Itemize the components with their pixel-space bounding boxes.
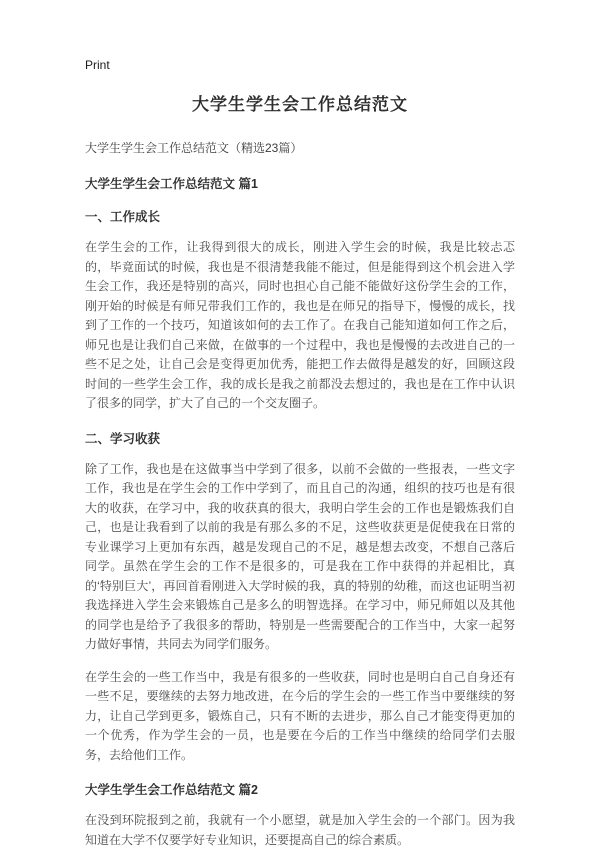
paragraph: 在学生会的工作，让我得到很大的成长，刚进入学生会的时候，我是比较忐忑的，毕竟面试的时候，我也是不很清楚我能不能过，但是能得到这个机会进入学生会工作，我还是特别的高兴，同时也担心自己能不能做好这份学生会的工作，刚开始的时候是有师兄带我们工作的，我也是在师兄的指导下，慢慢的成长，找到了工作的一个技巧，知道该如何的去工作了。在我自己能知道如何工作之后，师兄也是让我们自己来做，在做事的一个过程中，我也是慢慢的去改进自己的一些不足之处，让自己会是变得更加优秀，能把工作去做得是越发的好，回顾这段时间的一些学生会工作，我的成长是我之前都没去想过的，我也是在工作中认识了很多的同学，扩大了自己的一个交友圈子。 — [85, 240, 515, 410]
paragraph: 在学生会的一些工作当中，我是有很多的一些收获，同时也是明白自己自身还有一些不足，要继续的去努力地改进，在今后的学生会的一些工作当中要继续的努力，让自己学到更多，锻炼自己，只有不断的去进步，那么自己才能变得更加的一个优秀，作为学生会的一员，也是要在今后的工作当中继续的给同学们去服务，去给他们工作。 — [85, 669, 515, 762]
section-heading-work-growth: 一、工作成长 — [85, 210, 161, 224]
document-title: 大学生学生会工作总结范文 — [192, 95, 408, 114]
document-subtitle: 大学生学生会工作总结范文（精选23篇） — [85, 141, 303, 155]
section-heading-study-gains: 二、学习收获 — [85, 431, 161, 446]
article-2-heading: 大学生学生会工作总结范文 篇2 — [85, 783, 258, 797]
print-button[interactable]: Print — [85, 58, 110, 72]
article-1-heading: 大学生学生会工作总结范文 篇1 — [85, 177, 258, 191]
paragraph: 除了工作，我也是在这做事当中学到了很多，以前不会做的一些报表，一些文字工作，我也是在学生会的工作中学到了，而且自己的沟通，组织的技巧也是有很大的收获，在学习中，我的收获真的很大，我明白学生会的工作也是锻炼我们自己，也是让我看到了以前的我是有那么多的不足，这些收获更是促使我在日常的专业课学习上更加有东西，越是发现自己的不足，越是想去改变，不想自己落后同学。虽然在学生会的工作不是很多的，可是我在工作中获得的并起相比，真的‘特别巨大’，再回首看刚进入大学时候的我，真的特别的幼稚，而这也证明当初我选择进入学生会来锻炼自己是多么的明智选择。在学习中，师兄师姐以及其他的同学也是给予了我很多的帮助，特别是一些需要配合的工作当中，大家一起努力做好事情，共同去为同学们服务。 — [85, 461, 515, 651]
paragraph: 在没到环院报到之前，我就有一个小愿望，就是加入学生会的一个部门。因为我知道在大学不仅要学好专业知识，还要提高自己的综合素质。 — [85, 813, 515, 847]
